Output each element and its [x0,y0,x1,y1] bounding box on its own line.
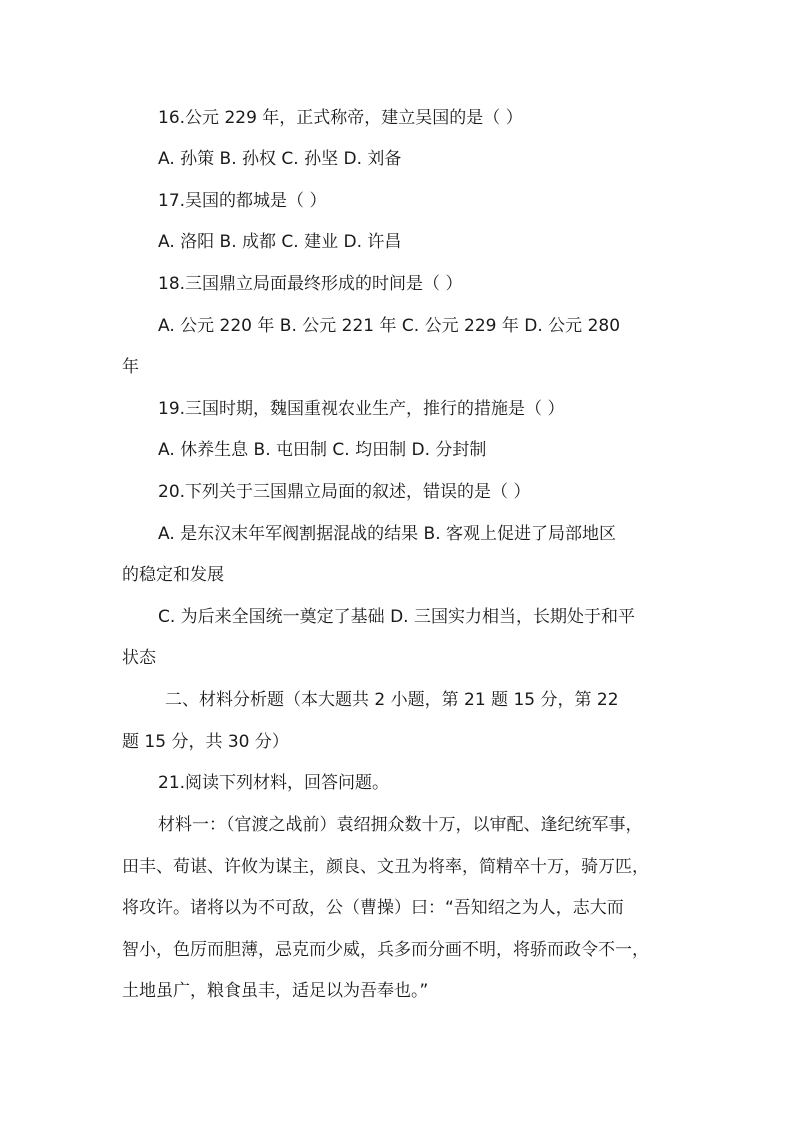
question-20-options-ab: A. 是东汉末年军阀割据混战的结果 B. 客观上促进了局部地区 [158,524,617,544]
material-one-line-3: 将攻许。诸将以为不可敌，公（曹操）曰：“吾知绍之为人，志大而 [122,898,624,918]
material-one-line-2: 田丰、荀谌、许攸为谋主，颜良、文丑为将率，简精卒十万，骑万匹， [122,857,649,877]
question-16-options: A. 孙策 B. 孙权 C. 孙坚 D. 刘备 [158,149,402,169]
question-21: 21.阅读下列材料，回答问题。 [158,773,390,793]
material-one-line-4: 智小，色厉而胆薄，忌克而少威，兵多而分画不明，将骄而政令不一， [122,940,649,960]
question-19: 19.三国时期，魏国重视农业生产，推行的措施是（ ） [158,399,565,419]
question-20-options-cd-continued: 状态 [122,648,156,668]
section-heading-continued: 题 15 分，共 30 分） [122,732,289,752]
question-18: 18.三国鼎立局面最终形成的时间是（ ） [158,274,463,294]
question-20-options-ab-continued: 的稳定和发展 [122,565,224,585]
question-17-options: A. 洛阳 B. 成都 C. 建业 D. 许昌 [158,232,402,252]
question-18-options: A. 公元 220 年 B. 公元 221 年 C. 公元 229 年 D. 公元 280 [158,316,621,336]
question-17: 17.吴国的都城是（ ） [158,191,327,211]
question-16: 16.公元 229 年，正式称帝，建立吴国的是（ ） [158,108,523,128]
question-19-options: A. 休养生息 B. 屯田制 C. 均田制 D. 分封制 [158,440,487,460]
question-20-options-cd: C. 为后来全国统一奠定了基础 D. 三国实力相当，长期处于和平 [158,607,635,627]
question-20: 20.下列关于三国鼎立局面的叙述，错误的是（ ） [158,482,531,502]
question-18-options-continued: 年 [122,357,139,377]
material-one-line-5: 土地虽广，粮食虽丰，适足以为吾奉也。” [122,981,429,1001]
material-one-line-1: 材料一：（官渡之战前）袁绍拥众数十万，以审配、逢纪统军事， [158,815,643,835]
section-heading: 二、材料分析题（本大题共 2 小题，第 21 题 15 分，第 22 [165,690,619,710]
